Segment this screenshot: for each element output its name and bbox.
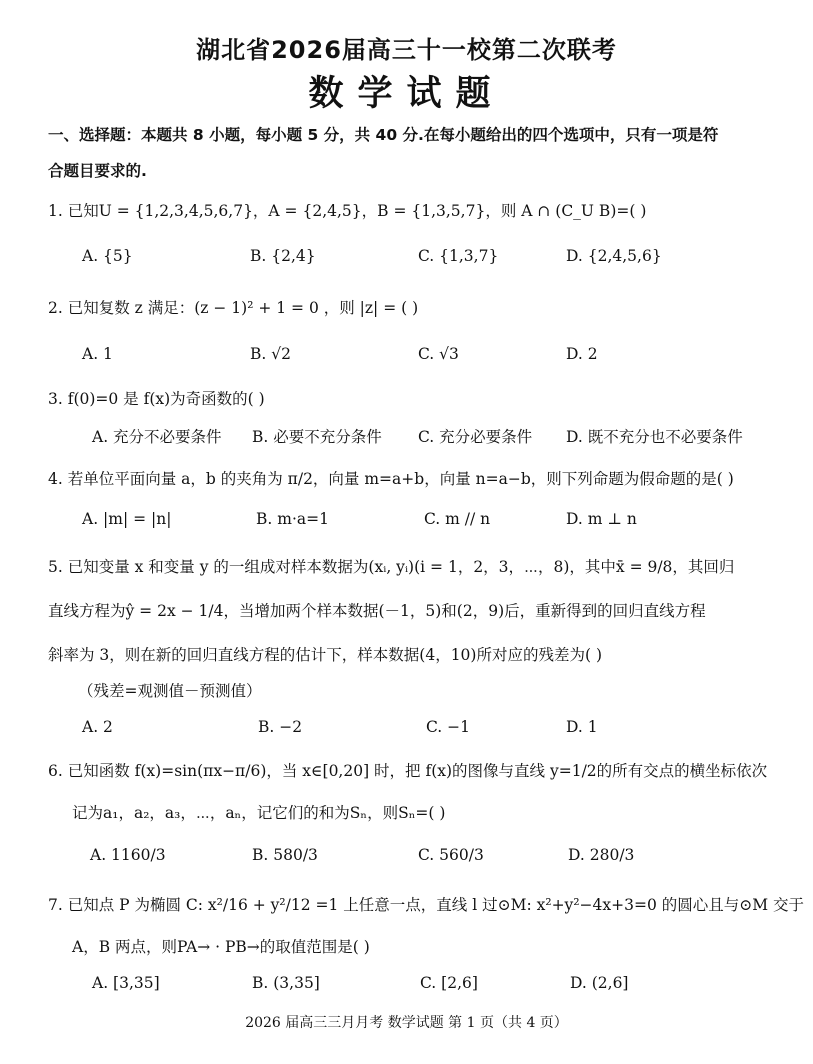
option-d: D. 280/3 [568, 846, 635, 864]
option-b: B. √2 [250, 345, 291, 363]
option-b: B. 必要不充分条件 [252, 428, 382, 446]
section-instruction-line2: 合题目要求的. [48, 162, 147, 180]
option-a: A. 充分不必要条件 [92, 428, 222, 446]
option-c: C. m // n [424, 510, 491, 528]
option-c: C. −1 [426, 718, 471, 736]
question-5-stem-line2: 直线方程为ŷ = 2x − 1/4，当增加两个样本数据(－1，5)和(2，9)后，重新得到的回归直线方程 [48, 602, 706, 620]
option-c: C. √3 [418, 345, 459, 363]
question-3-stem: 3. f(0)=0 是 f(x)为奇函数的( ) [48, 390, 265, 408]
question-5-options [82, 718, 782, 742]
option-c: C. 560/3 [418, 846, 484, 864]
option-b: B. (3,35] [252, 974, 320, 992]
option-d: D. m ⊥ n [566, 510, 637, 528]
option-d: D. 1 [566, 718, 598, 736]
option-a: A. {5} [82, 247, 133, 265]
option-a: A. 1160/3 [90, 846, 166, 864]
option-d: D. (2,6] [570, 974, 629, 992]
question-2-stem: 2. 已知复数 z 满足：(z − 1)² + 1 = 0 ，则 |z| = ( ) [48, 299, 419, 317]
question-3-options [92, 425, 792, 449]
option-c: C. [2,6] [420, 974, 478, 992]
question-4-stem: 4. 若单位平面向量 a，b 的夹角为 π/2，向量 m=a+b，向量 n=a−b，则下列命题为假命题的是( ) [48, 470, 734, 488]
question-1-stem: 1. 已知U = {1,2,3,4,5,6,7}，A = {2,4,5}，B = {1,3,5,7}，则 A ∩ (C_U B)=( ) [48, 202, 647, 220]
option-a: A. |m| = |n| [82, 510, 172, 528]
option-a: A. 2 [82, 718, 113, 736]
question-4-options [82, 510, 782, 534]
question-5-note: （残差=观测值－预测值） [78, 682, 262, 700]
option-b: B. {2,4} [250, 247, 316, 265]
question-7-stem-line2: A，B 两点，则PA→ · PB→的取值范围是( ) [72, 938, 370, 956]
question-6-stem-line2: 记为a₁，a₂，a₃，⋯，aₙ，记它们的和为Sₙ，则Sₙ=( ) [72, 804, 446, 822]
question-5-stem-line1: 5. 已知变量 x 和变量 y 的一组成对样本数据为(xᵢ, yᵢ)(i = 1，2，3，⋯，8)，其中x̄ = 9/8，其回归 [48, 558, 735, 576]
option-b: B. −2 [258, 718, 303, 736]
option-a: A. [3,35] [92, 974, 160, 992]
question-6-stem-line1: 6. 已知函数 f(x)=sin(πx−π/6)，当 x∈[0,20] 时，把 f(x)的图像与直线 y=1/2的所有交点的横坐标依次 [48, 762, 768, 780]
option-b: B. m·a=1 [256, 510, 329, 528]
question-1-options [82, 247, 782, 271]
subject-title: 数学试题 [308, 74, 505, 114]
option-b: B. 580/3 [252, 846, 318, 864]
question-2-options [82, 345, 782, 369]
option-d: D. 既不充分也不必要条件 [566, 428, 743, 446]
question-6-options [82, 846, 782, 870]
question-7-stem-line1: 7. 已知点 P 为椭圆 C: x²/16 + y²/12 =1 上任意一点，直线 l 过⊙M: x²+y²−4x+3=0 的圆心且与⊙M 交于 [48, 896, 805, 914]
question-7-options [92, 974, 792, 998]
question-5-stem-line3: 斜率为 3，则在新的回归直线方程的估计下，样本数据(4，10)所对应的残差为( ) [48, 646, 602, 664]
exam-title: 湖北省2026届高三十一校第二次联考 [196, 36, 617, 64]
option-c: C. {1,3,7} [418, 247, 499, 265]
option-a: A. 1 [82, 345, 113, 363]
page-footer: 2026 届高三三月月考 数学试题 第 1 页（共 4 页） [245, 1015, 568, 1031]
option-d: D. 2 [566, 345, 598, 363]
section-instruction-line1: 一、选择题：本题共 8 小题，每小题 5 分，共 40 分.在每小题给出的四个选项中，只有一项是符 [48, 126, 719, 144]
option-c: C. 充分必要条件 [418, 428, 533, 446]
option-d: D. {2,4,5,6} [566, 247, 662, 265]
